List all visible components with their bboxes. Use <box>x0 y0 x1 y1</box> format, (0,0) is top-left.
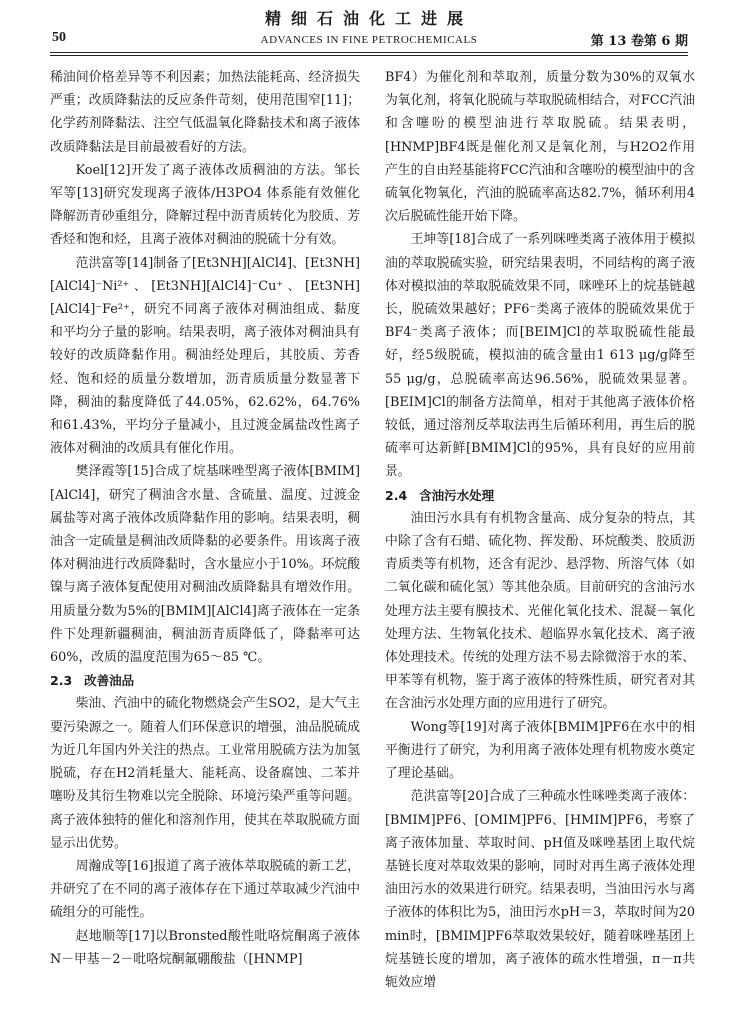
paragraph: 范洪富等[20]合成了三种疏水性咪唑类离子液体：[BMIM]PF6、[OMIM]PF6、[HMIM]PF6，考察了离子液体加量、萃取时间、pH值及咪唑基团上取代烷基链长度对萃取效果的影响，同时对再生离子液体处理油田污水的效果进行研究。结果表明，当油田污水与离子液体的体积比为5，油田污水pH＝3，萃取时间为20 min时，[BMIM]PF6萃取效果较好，随着咪唑基团上烷基链长度的增加，离子液体的疏水性增强，π－π共轭效应增 <box>385 789 695 990</box>
page-number: 50 <box>52 30 66 45</box>
paragraph: 油田污水具有有机物含量高、成分复杂的特点，其中除了含有石蜡、硫化物、挥发酚、环烷酸类、胶质沥青质类等有机物，还含有泥沙、悬浮物、所溶气体（如二氧化碳和硫化氢）等其他杂质。目前研究的含油污水处理方法主要有膜技术、光催化氧化技术、混凝－氧化处理方法、生物氧化技术、超临界水氧化技术、离子液体处理技术。传统的处理方法不易去除微溶于水的苯、甲苯等有机物，鉴于离子液体的特殊性质，研究者对其在含油污水处理方面的应用进行了研究。 <box>385 510 695 712</box>
volume-issue: 第 13 卷第 6 期 <box>590 34 688 49</box>
page-header <box>0 0 738 58</box>
journal-title-en: ADVANCES IN FINE PETROCHEMICALS <box>260 34 478 46</box>
section-title: 含油污水处理 <box>419 487 495 503</box>
right-column <box>385 66 695 994</box>
paragraph: BF4）为催化剂和萃取剂，质量分数为30%的双氧水为氧化剂，将氧化脱硫与萃取脱硫相结合，对FCC汽油和含噻吩的模型油进行萃取脱硫。结果表明，[HNMP]BF4既是催化剂又是氧化剂，与H2O2作用产生的自由羟基能将FCC汽油和含噻吩的模型油中的含硫氧化物氧化，汽油的脱硫率高达82.7%，循环利用4次后脱硫性能开始下降。 <box>385 70 695 225</box>
section-heading <box>50 669 360 692</box>
paragraph: 柴油、汽油中的硫化物燃烧会产生SO2，是大气主要污染源之一。随着人们环保意识的增强，油品脱硫成为近几年国内外关注的热点。工业常用脱硫方法为加氢脱硫，存在H2消耗量大、能耗高、设备腐蚀、二苯并噻吩及其衍生物难以完全脱除、环境污染严重等问题。离子液体独特的催化和溶剂作用，使其在萃取脱硫方面显示出优势。 <box>50 696 360 851</box>
paragraph: 稀油间价格差异等不利因素；加热法能耗高、经济损失严重；改质降黏法的反应条件苛刻，使用范围窄[11]；化学药剂降黏法、注空气低温氧化降黏技术和离子液体改质降黏法是目前最被看好的方法。 <box>50 70 360 155</box>
paragraph: 王坤等[18]合成了一系列咪唑类离子液体用于模拟油的萃取脱硫实验，研究结果表明，不同结构的离子液体对模拟油的萃取脱硫效果不同，咪唑环上的烷基链越长，脱硫效果越好；PF6⁻类离子液体的脱硫效果优于BF4⁻类离子液体；而[BEIM]Cl的萃取脱硫性能最好，经5级脱硫，模拟油的硫含量由1 613 μg/g降至55 μg/g，总脱硫率高达96.56%，脱硫效果显著。[BEIM]Cl的制备方法简单，相对于其他离子液体价格较低，通过溶剂反萃取法再生后循环利用，再生后的脱硫率可达新鲜[BMIM]Cl的95%，具有良好的应用前景。 <box>385 232 695 480</box>
section-title: 改善油品 <box>84 673 135 689</box>
header-rule <box>50 52 688 53</box>
paragraph: 范洪富等[14]制备了[Et3NH][AlCl4]、[Et3NH][AlCl4]⁻Ni²⁺、[Et3NH][AlCl4]⁻Cu⁺、[Et3NH][AlCl4]⁻Fe²⁺，研究不同离子液体对稠油组成、黏度和平均分子量的影响。结果表明，离子液体对稠油具有较好的改质降黏作用。稠油经处理后，其胶质、芳香烃、饱和烃的质量分数增加，沥青质质量分数显著下降，稠油的黏度降低了44.05%，62.62%，64.76%和61.43%，平均分子量减小，且过渡金属盐改性离子液体对稠油的改质具有催化作用。 <box>50 255 360 457</box>
paragraph: 周瀚成等[16]报道了离子液体萃取脱硫的新工艺，并研究了在不同的离子液体存在下通过萃取减少汽油中硫组分的可能性。 <box>50 858 360 921</box>
paragraph: Wong等[19]对离子液体[BMIM]PF6在水中的相平衡进行了研究，为利用离子液体处理有机物废水奠定了理论基础。 <box>385 719 695 782</box>
journal-title-cn: 精细石油化工进展 <box>264 9 473 28</box>
section-number: 2.4 <box>385 487 408 503</box>
paragraph: Koel[12]开发了离子液体改质稠油的方法。邹长军等[13]研究发现离子液体/H3PO4 体系能有效催化降解沥青砂重组分，降解过程中沥青质转化为胶质、芳香烃和饱和烃，且离子液体对稠油的脱硫十分有效。 <box>50 162 360 248</box>
paragraph: 樊泽霞等[15]合成了烷基咪唑型离子液体[BMIM][AlCl4]，研究了稠油含水量、含硫量、温度、过渡金属盐等对离子液体改质降黏作用的影响。结果表明，稠油含一定硫量是稠油改质降黏的必要条件。用该离子液体对稠油进行改质降黏时，含水量应小于10%。环烷酸镍与离子液体复配使用对稠油改质降黏具有增效作用。用质量分数为5%的[BMIM][AlCl4]离子液体在一定条件下处理新疆稠油，稠油沥青质降低了，降黏率可达60%，改质的温度范围为65～85 ℃。 <box>50 464 360 666</box>
left-column <box>50 66 360 971</box>
paragraph: 赵地顺等[17]以Bronsted酸性吡咯烷酮离子液体N－甲基－2－吡咯烷酮氟硼酸盐（[HNMP] <box>50 928 360 967</box>
section-number: 2.3 <box>50 673 73 689</box>
header-rule-thin <box>50 55 688 56</box>
section-heading <box>385 484 695 507</box>
